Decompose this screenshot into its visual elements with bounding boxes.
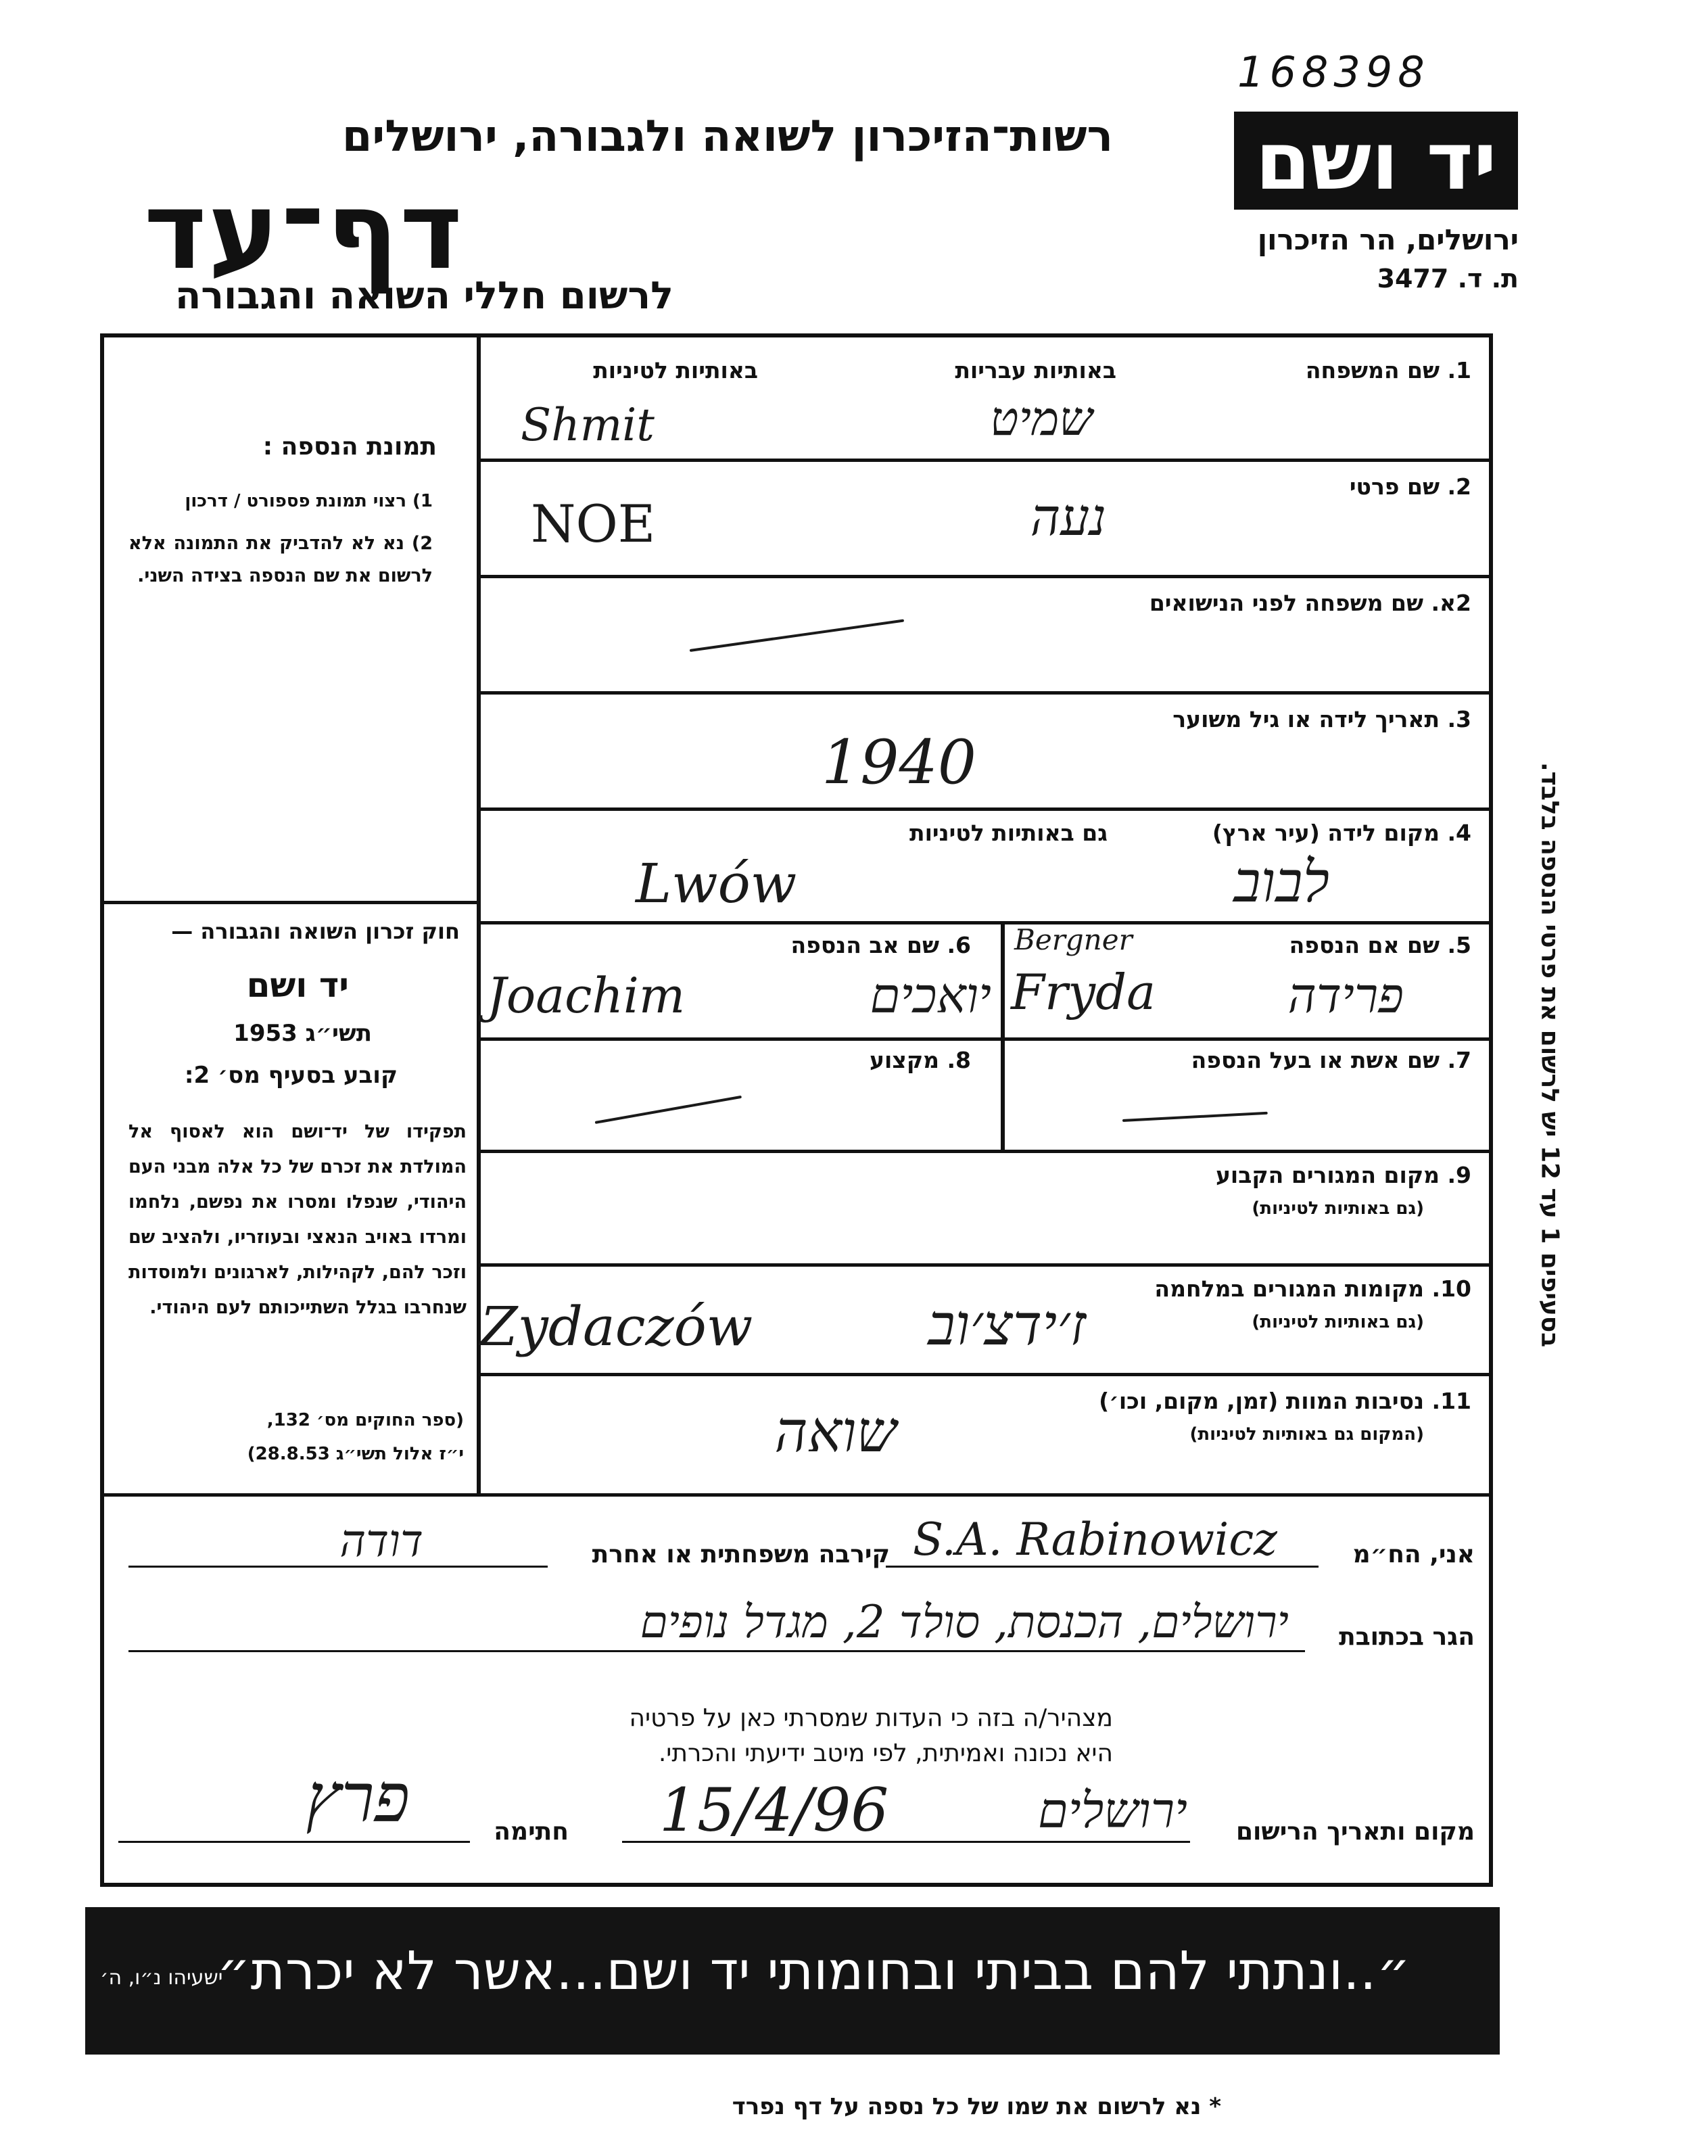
banner-reference: ישעיהו נ״ו, ה׳	[100, 1966, 223, 1990]
address-value[interactable]: ירושלים, הכנסת, סולד 2, מגדל נופים	[640, 1596, 1289, 1648]
field-6-label: 6. שם אב הנספה	[790, 932, 971, 958]
declarant-name[interactable]: S.A. Rabinowicz	[913, 1514, 1277, 1566]
field-9-label: 9. מקום המגורים הקבוע	[1215, 1162, 1471, 1188]
declarant-i-label: אני, הח״מ	[1352, 1541, 1475, 1568]
row-divider	[477, 575, 1493, 578]
address-label: הגר בכתובת	[1339, 1623, 1475, 1651]
field-4-value-he[interactable]: לבוב	[1233, 849, 1329, 915]
law-text: תפקידו של יד־ושם הוא לאסוף אל המולדת את זכרם של כל אלה מבני העם היהודי, שנפלו ומסרו את נפשם, נלחמו ומרדו באויב הנאצי ובעוזריו, ולהציב שם וזכר להם, לקהילות, לארגונים ולמוסדות שנחרבו בגלל השתייכותם לעם היהודי.	[128, 1121, 467, 1318]
declaration-line-2: היא נכונה ואמיתית, לפי מיטב ידיעתי והכרתי.	[658, 1739, 1113, 1767]
declarant-name-line	[886, 1566, 1319, 1568]
field-11-label: 11. נסיבות המוות (זמן, מקום, וכו׳)	[1099, 1388, 1471, 1414]
relation-value[interactable]: דודה	[339, 1515, 423, 1567]
form-title: דף־עד	[143, 169, 464, 294]
row-divider	[100, 1493, 1493, 1497]
row-divider	[477, 1150, 1493, 1153]
law-heading: חוק זכרון השואה והגבורה —	[171, 918, 460, 944]
law-clause: קובע בסעיף מס׳ 2:	[184, 1062, 398, 1089]
field-4-value-latin[interactable]: Lwów	[636, 852, 797, 915]
date-value[interactable]: 15/4/96	[659, 1775, 889, 1845]
field-1-latin-hint: באותיות לטיניות	[593, 357, 758, 383]
field-1-hebrew-hint: באותיות עבריות	[955, 357, 1116, 383]
footnote: * נא לרשום את שמו של כל נספה על דף נפרד	[732, 2093, 1221, 2120]
relation-label: קירבה משפחתית או אחרת	[592, 1541, 890, 1568]
field-7-label: 7. שם אשת או בעל הנספה	[1191, 1047, 1471, 1073]
field-10-sub: (גם באותיות לטיניות)	[1252, 1312, 1424, 1332]
field-2-value-he[interactable]: נעה	[1030, 487, 1106, 547]
address-line	[128, 1650, 1305, 1652]
row-divider	[477, 691, 1493, 695]
photo-note-1: 1) רצוי תמונת פספורט / דרכון	[185, 491, 433, 511]
row-divider	[477, 807, 1493, 811]
side-instruction: בסעיפים 1 עד 12 יש לרשום את פרטי הנספה בלבד.	[1536, 762, 1564, 1348]
law-source-1: (ספר החוקים מס׳ 132,	[266, 1410, 464, 1430]
field-1-label: 1. שם המשפחה	[1305, 357, 1471, 383]
law-name: יד ושם	[246, 966, 349, 1005]
field-9-sub: (גם באותיות לטיניות)	[1252, 1198, 1424, 1219]
field-6-value-he[interactable]: יואכים	[870, 967, 991, 1024]
place-value[interactable]: ירושלים	[1037, 1782, 1187, 1839]
row-divider	[477, 921, 1493, 924]
row-divider	[477, 459, 1493, 462]
field-2-value-latin[interactable]: NOE	[531, 494, 656, 554]
field-5-value-latin[interactable]: Fryda	[1011, 964, 1156, 1021]
relation-line	[128, 1566, 548, 1568]
yad-vashem-logo: יד ושם	[1234, 112, 1518, 210]
place-date-label: מקום ותאריך הרישום	[1235, 1818, 1475, 1846]
field-10-value-he[interactable]: ז׳ידצ׳וב	[928, 1292, 1086, 1358]
form-subtitle: לרשום חללי השואה והגבורה	[174, 274, 673, 318]
field-4-label: 4. מקום לידה (עיר ארץ)	[1212, 820, 1471, 846]
authority-title: רשות־הזיכרון לשואה ולגבורה, ירושלים	[341, 112, 1113, 162]
left-box-divider	[100, 901, 479, 904]
signature[interactable]: פרץ	[306, 1758, 410, 1837]
field-10-label: 10. מקומות המגורים במלחמה	[1154, 1275, 1471, 1302]
row-divider	[477, 1263, 1493, 1267]
photo-note-2: 2) נא לא להדביק את התמונה אלא לרשום את שם הנספה בצידה השני.	[128, 533, 433, 586]
field-10-value-latin[interactable]: Zydaczów	[480, 1295, 753, 1358]
field-2-label: 2. שם פרטי	[1349, 473, 1471, 500]
logo-pobox: ת. ד. 3477	[1377, 264, 1519, 294]
field-5-label: 5. שם אם הנספה	[1289, 932, 1471, 958]
field-2a-label: 2א. שם משפחה לפני הנישואים	[1149, 590, 1471, 616]
field-1-value-he[interactable]: שמיט	[990, 391, 1093, 446]
banner-quote: ״..ונתתי להם בביתי ובחומותי יד ושם...אשר לא יכרת״	[216, 1941, 1410, 2002]
field-3-value[interactable]: 1940	[822, 727, 977, 798]
row-divider	[477, 1373, 1493, 1376]
declaration-line-1: מצהיר/ה בזה כי העדות שמסרתי כאן על פרטיה	[629, 1704, 1113, 1732]
row5-split	[1001, 921, 1005, 1151]
law-source-2: י״ז אלול תשי״ג 28.8.53)	[247, 1444, 464, 1464]
field-8-label: 8. מקצוע	[869, 1047, 971, 1073]
field-3-label: 3. תאריך לידה או גיל משוער	[1172, 706, 1471, 732]
photo-box-title: תמונת הנספה :	[262, 433, 437, 461]
serial-number: 168398	[1237, 47, 1430, 97]
field-5-value-he[interactable]: פרידה	[1287, 967, 1404, 1024]
signature-label: חתימה	[494, 1818, 569, 1846]
field-11-sub: (המקום גם באותיות לטיניות)	[1189, 1424, 1424, 1445]
logo-location: ירושלים, הר הזיכרון	[1257, 223, 1519, 256]
field-1-value-latin[interactable]: Shmit	[521, 399, 655, 451]
row-divider	[477, 1037, 1493, 1041]
field-4-latin-hint: גם באותיות לטיניות	[909, 820, 1108, 846]
field-11-value[interactable]: שואה	[774, 1399, 897, 1465]
field-5-maiden-name[interactable]: Bergner	[1014, 923, 1133, 956]
field-6-value-latin[interactable]: Joachim	[487, 967, 686, 1024]
law-year: תשי״ג 1953	[233, 1020, 372, 1047]
signature-line	[118, 1841, 470, 1843]
